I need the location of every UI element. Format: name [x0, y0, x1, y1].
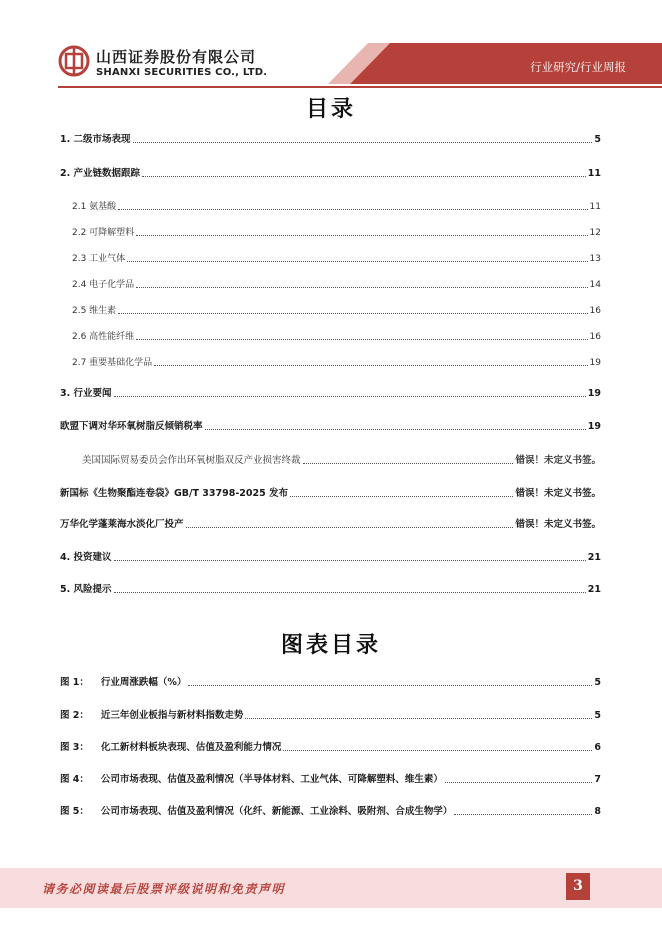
toc-entry[interactable]: 2.3 工业气体 13 — [72, 254, 601, 264]
footer-disclaimer: 请务必阅读最后股票评级说明和免责声明 — [42, 882, 286, 896]
toc-title: 目录 — [305, 97, 356, 122]
header-rule — [58, 86, 662, 88]
report-type-label: 行业研究/行业周报 — [530, 60, 626, 74]
company-logo-icon — [58, 45, 90, 77]
figures-toc-title: 图表目录 — [280, 633, 381, 658]
company-name-en: SHANXI SECURITIES CO., LTD. — [96, 67, 268, 78]
toc-entry[interactable]: 2.4 电子化学品 14 — [72, 280, 601, 290]
toc-entry[interactable]: 5. 风险提示 21 — [60, 584, 601, 595]
figure-entry[interactable]: 图 2： 近三年创业板指与新材料指数走势 5 — [60, 710, 601, 721]
toc-entry[interactable]: 美国国际贸易委员会作出环氧树脂双反产业损害终裁 错误！未定义书签。 — [82, 455, 601, 466]
toc-entry[interactable]: 2.5 维生素 16 — [72, 306, 601, 316]
toc-entry[interactable]: 2.6 高性能纤维 16 — [72, 332, 601, 342]
toc-entry[interactable]: 2.7 重要基础化学品 19 — [72, 358, 601, 368]
toc-entry[interactable]: 2.2 可降解塑料 12 — [72, 228, 601, 238]
toc-entry[interactable]: 3. 行业要闻 19 — [60, 388, 601, 399]
toc-entry[interactable]: 新国标《生物聚酯连卷袋》GB/T 33798-2025 发布 错误！未定义书签。 — [60, 488, 601, 499]
figure-entry[interactable]: 图 1： 行业周涨跌幅（%） 5 — [60, 677, 601, 688]
company-name-cn: 山西证券股份有限公司 — [96, 48, 257, 66]
toc-entry[interactable]: 2.1 氨基酸 11 — [72, 202, 601, 212]
toc-entry[interactable]: 1. 二级市场表现 5 — [60, 134, 601, 145]
page-number: 3 — [566, 873, 590, 900]
toc-entry[interactable]: 2. 产业链数据跟踪 11 — [60, 168, 601, 179]
figure-entry[interactable]: 图 3： 化工新材料板块表现、估值及盈利能力情况 6 — [60, 742, 601, 753]
toc-entry[interactable]: 万华化学蓬莱海水淡化厂投产 错误！未定义书签。 — [60, 519, 601, 530]
toc-entry[interactable]: 4. 投资建议 21 — [60, 552, 601, 563]
figure-entry[interactable]: 图 4： 公司市场表现、估值及盈利情况（半导体材料、工业气体、可降解塑料、维生素） 7 — [60, 774, 601, 785]
figure-entry[interactable]: 图 5： 公司市场表现、估值及盈利情况（化纤、新能源、工业涂料、吸附剂、合成生物学） 8 — [60, 806, 601, 817]
page-header — [0, 0, 662, 90]
toc-entry[interactable]: 欧盟下调对华环氧树脂反倾销税率 19 — [60, 421, 601, 432]
